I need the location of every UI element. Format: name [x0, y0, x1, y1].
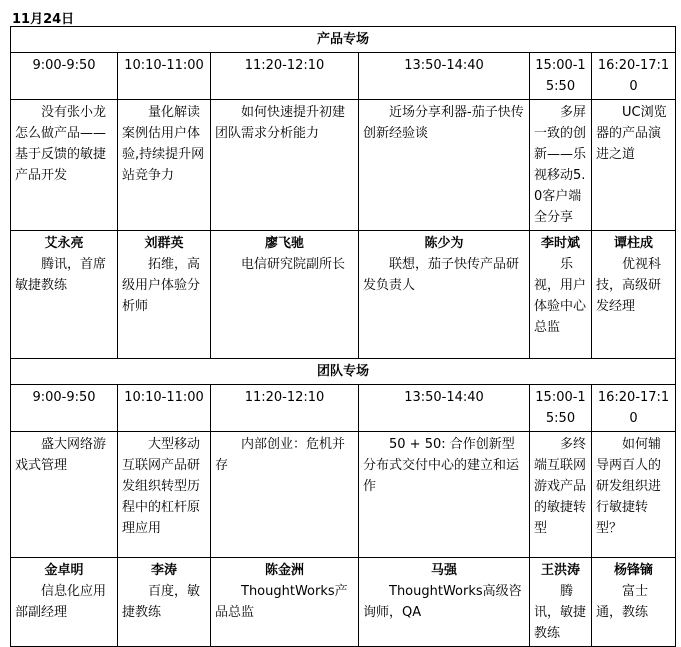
talk-topic: 如何快速提升初建团队需求分析能力 — [211, 100, 359, 231]
time-row — [11, 53, 676, 100]
speaker-name: 谭柱成 — [614, 236, 654, 251]
date-heading: 11月24日 — [12, 12, 75, 27]
speaker-cell — [11, 558, 118, 647]
talk-topic: 没有张小龙怎么做产品——基于反馈的敏捷产品开发 — [11, 100, 118, 231]
talk-topic: 如何辅导两百人的研发组织进行敏捷转型？ — [592, 432, 676, 558]
topic-row — [11, 100, 676, 231]
time-slot: 15:00-15:50 — [530, 385, 592, 432]
speaker-cell — [118, 231, 211, 359]
speaker-affiliation: 优视科技，高级研发经理 — [596, 257, 662, 314]
time-slot: 15:00-15:50 — [530, 53, 592, 100]
speaker-cell — [118, 558, 211, 647]
speaker-name: 陈少为 — [424, 236, 464, 251]
speaker-name: 马强 — [430, 563, 457, 578]
time-slot: 9:00-9:50 — [11, 53, 118, 100]
speaker-cell — [359, 231, 530, 359]
speaker-cell — [592, 231, 676, 359]
speaker-cell — [359, 558, 530, 647]
schedule-table — [10, 26, 676, 647]
time-slot: 13:50-14:40 — [359, 53, 530, 100]
speaker-name: 金卓明 — [44, 563, 84, 578]
speaker-affiliation: 富士通，教练 — [596, 584, 649, 620]
talk-topic: UC浏览器的产品演进之道 — [592, 100, 676, 231]
section-header-row — [11, 359, 676, 385]
talk-topic: 大型移动互联网产品研发组织转型历程中的杠杆原理应用 — [118, 432, 211, 558]
speaker-name: 刘群英 — [144, 236, 184, 251]
time-slot: 10:10-11:00 — [118, 53, 211, 100]
speaker-name: 杨锋镝 — [614, 563, 654, 578]
time-slot: 16:20-17:10 — [592, 53, 676, 100]
speaker-name: 陈金洲 — [264, 563, 304, 578]
section-title: 产品专场 — [11, 27, 676, 53]
topic-row — [11, 432, 676, 558]
speaker-cell — [211, 231, 359, 359]
speaker-row — [11, 558, 676, 647]
speaker-affiliation: 拓维，高级用户体验分析师 — [122, 257, 201, 314]
speaker-cell — [211, 558, 359, 647]
speaker-affiliation: 乐视，用户体验中心总监 — [534, 257, 587, 335]
time-slot: 13:50-14:40 — [359, 385, 530, 432]
speaker-cell — [592, 558, 676, 647]
talk-topic: 多屏一致的创新——乐视移动5.0客户端全分享 — [530, 100, 592, 231]
speaker-name: 王洪涛 — [540, 563, 580, 578]
speaker-cell — [11, 231, 118, 359]
section-header-row — [11, 27, 676, 53]
talk-topic: 近场分享利器-茄子快传创新经验谈 — [359, 100, 530, 231]
section-title: 团队专场 — [11, 359, 676, 385]
speaker-affiliation: 腾讯，首席敏捷教练 — [15, 257, 107, 293]
speaker-cell — [530, 558, 592, 647]
time-slot: 9:00-9:50 — [11, 385, 118, 432]
talk-topic: 50 + 50: 合作创新型分布式交付中心的建立和运作 — [359, 432, 530, 558]
speaker-name: 廖飞驰 — [264, 236, 304, 251]
time-row — [11, 385, 676, 432]
talk-topic: 内部创业：危机并存 — [211, 432, 359, 558]
speaker-affiliation: 信息化应用部副经理 — [15, 584, 107, 620]
time-slot: 16:20-17:10 — [592, 385, 676, 432]
speaker-affiliation: ThoughtWorks高级咨询师，QA — [363, 584, 522, 620]
time-slot: 11:20-12:10 — [211, 53, 359, 100]
speaker-name: 李时斌 — [540, 236, 580, 251]
speaker-affiliation: 电信研究院副所长 — [241, 257, 346, 272]
speaker-affiliation: 联想，茄子快传产品研发负责人 — [363, 257, 520, 293]
talk-topic: 多终端互联网游戏产品的敏捷转型 — [530, 432, 592, 558]
speaker-affiliation: 腾讯，敏捷教练 — [534, 584, 587, 641]
time-slot: 11:20-12:10 — [211, 385, 359, 432]
speaker-cell — [530, 231, 592, 359]
speaker-affiliation: 百度，敏捷教练 — [122, 584, 201, 620]
speaker-name: 李涛 — [150, 563, 177, 578]
time-slot: 10:10-11:00 — [118, 385, 211, 432]
talk-topic: 盛大网络游戏式管理 — [11, 432, 118, 558]
speaker-affiliation: ThoughtWorks产品总监 — [215, 584, 348, 620]
speaker-row — [11, 231, 676, 359]
talk-topic: 量化解读案例估用户体验,持续提升网站竞争力 — [118, 100, 211, 231]
speaker-name: 艾永亮 — [44, 236, 84, 251]
